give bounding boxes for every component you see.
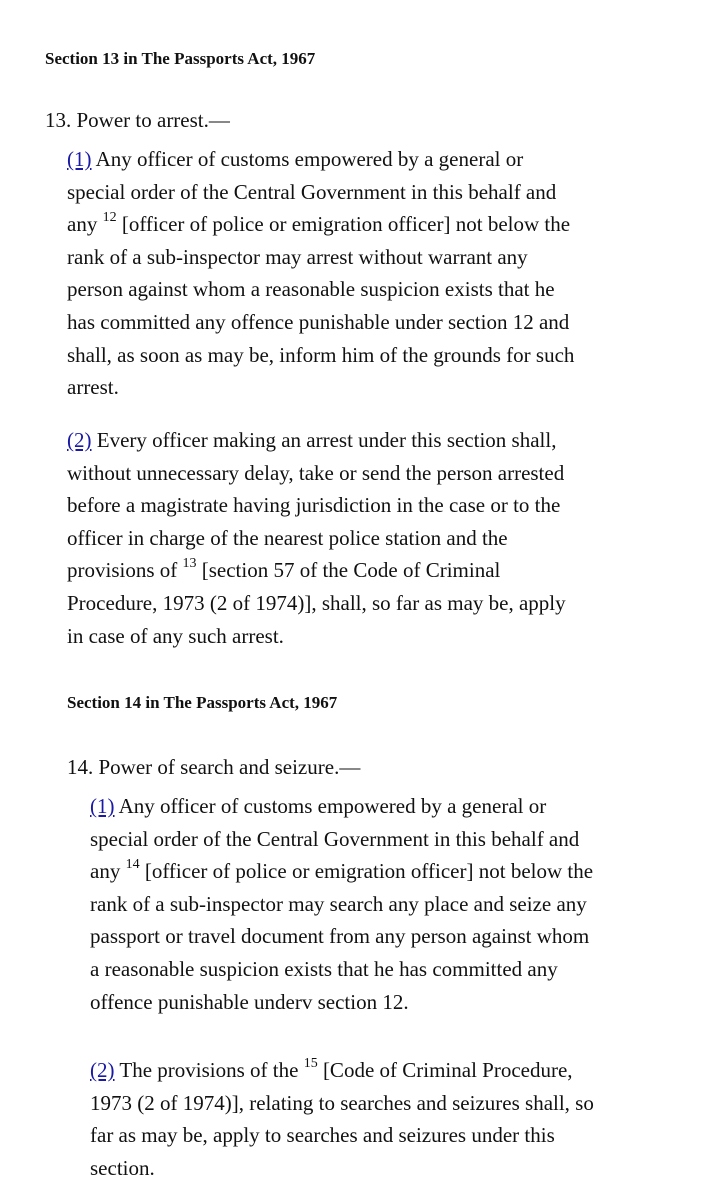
para-text: Any officer of customs empowered by a general or bbox=[114, 794, 547, 818]
para-text: provisions of bbox=[67, 558, 183, 583]
para-line: rank of a sub-inspector may arrest without warrant any bbox=[67, 244, 528, 269]
footnote-reference: 12 bbox=[102, 210, 117, 226]
para-text: Every officer making an arrest under this section shall, bbox=[91, 428, 557, 452]
para-line: Procedure, 1973 (2 of 1974)], shall, so far as may be, apply bbox=[67, 590, 566, 615]
para-line bbox=[67, 554, 566, 587]
para-line bbox=[90, 855, 593, 888]
section-14-subsection-2 bbox=[90, 1054, 594, 1184]
para-line: offence punishable underv section 12. bbox=[90, 989, 409, 1014]
para-line bbox=[67, 208, 574, 241]
footnote-reference: 15 bbox=[303, 1056, 318, 1071]
subsection-number-link[interactable]: (1) bbox=[67, 147, 92, 171]
footnote-reference: 14 bbox=[125, 857, 140, 873]
para-text: any bbox=[67, 212, 103, 237]
para-line bbox=[67, 424, 566, 457]
section-13-heading: Section 13 in The Passports Act, 1967 bbox=[45, 49, 316, 68]
para-text: any bbox=[90, 859, 126, 884]
para-line: a reasonable suspicion exists that he has committed any bbox=[90, 956, 558, 981]
section-14-title: 14. Power of search and seizure.— bbox=[67, 755, 361, 779]
para-line: has committed any offence punishable under section 12 and bbox=[67, 309, 570, 334]
para-line bbox=[90, 1054, 594, 1087]
para-line: arrest. bbox=[67, 375, 119, 400]
para-text: Any officer of customs empowered by a general or bbox=[91, 147, 524, 171]
para-text: [officer of police or emigration officer] not below the bbox=[139, 859, 594, 884]
para-line: far as may be, apply to searches and seizures under this bbox=[90, 1123, 555, 1148]
section-13-title: 13. Power to arrest.— bbox=[45, 108, 230, 132]
para-line bbox=[90, 790, 593, 823]
para-line: special order of the Central Government in this behalf and bbox=[90, 826, 580, 851]
para-text: [Code of Criminal Procedure, bbox=[317, 1058, 573, 1082]
section-13-subsection-1 bbox=[67, 143, 574, 404]
para-line bbox=[67, 143, 574, 176]
para-line: officer in charge of the nearest police station and the bbox=[67, 525, 508, 550]
subsection-number-link[interactable]: (2) bbox=[67, 428, 92, 452]
para-line: special order of the Central Government in this behalf and bbox=[67, 179, 557, 204]
para-text: [section 57 of the Code of Criminal bbox=[196, 558, 501, 583]
para-line: person against whom a reasonable suspicion exists that he bbox=[67, 277, 555, 302]
para-text: [officer of police or emigration officer] not below the bbox=[116, 212, 571, 237]
subsection-number-link[interactable]: (2) bbox=[90, 1058, 115, 1082]
section-14-subsection-1 bbox=[90, 790, 593, 1018]
para-line: before a magistrate having jurisdiction in the case or to the bbox=[67, 493, 561, 518]
para-line: shall, as soon as may be, inform him of the grounds for such bbox=[67, 342, 575, 367]
subsection-number-link[interactable]: (1) bbox=[90, 794, 115, 818]
para-line: rank of a sub-inspector may search any place and seize any bbox=[90, 891, 587, 916]
section-14-heading: Section 14 in The Passports Act, 1967 bbox=[67, 693, 338, 712]
footnote-reference: 13 bbox=[182, 556, 197, 572]
para-line: 1973 (2 of 1974)], relating to searches and seizures shall, so bbox=[90, 1090, 594, 1115]
para-line: in case of any such arrest. bbox=[67, 623, 284, 648]
para-line: passport or travel document from any person against whom bbox=[90, 924, 590, 949]
section-13-subsection-2 bbox=[67, 424, 566, 652]
para-text: The provisions of the bbox=[114, 1058, 304, 1082]
para-line: section. bbox=[90, 1155, 155, 1180]
para-line: without unnecessary delay, take or send the person arrested bbox=[67, 460, 565, 485]
